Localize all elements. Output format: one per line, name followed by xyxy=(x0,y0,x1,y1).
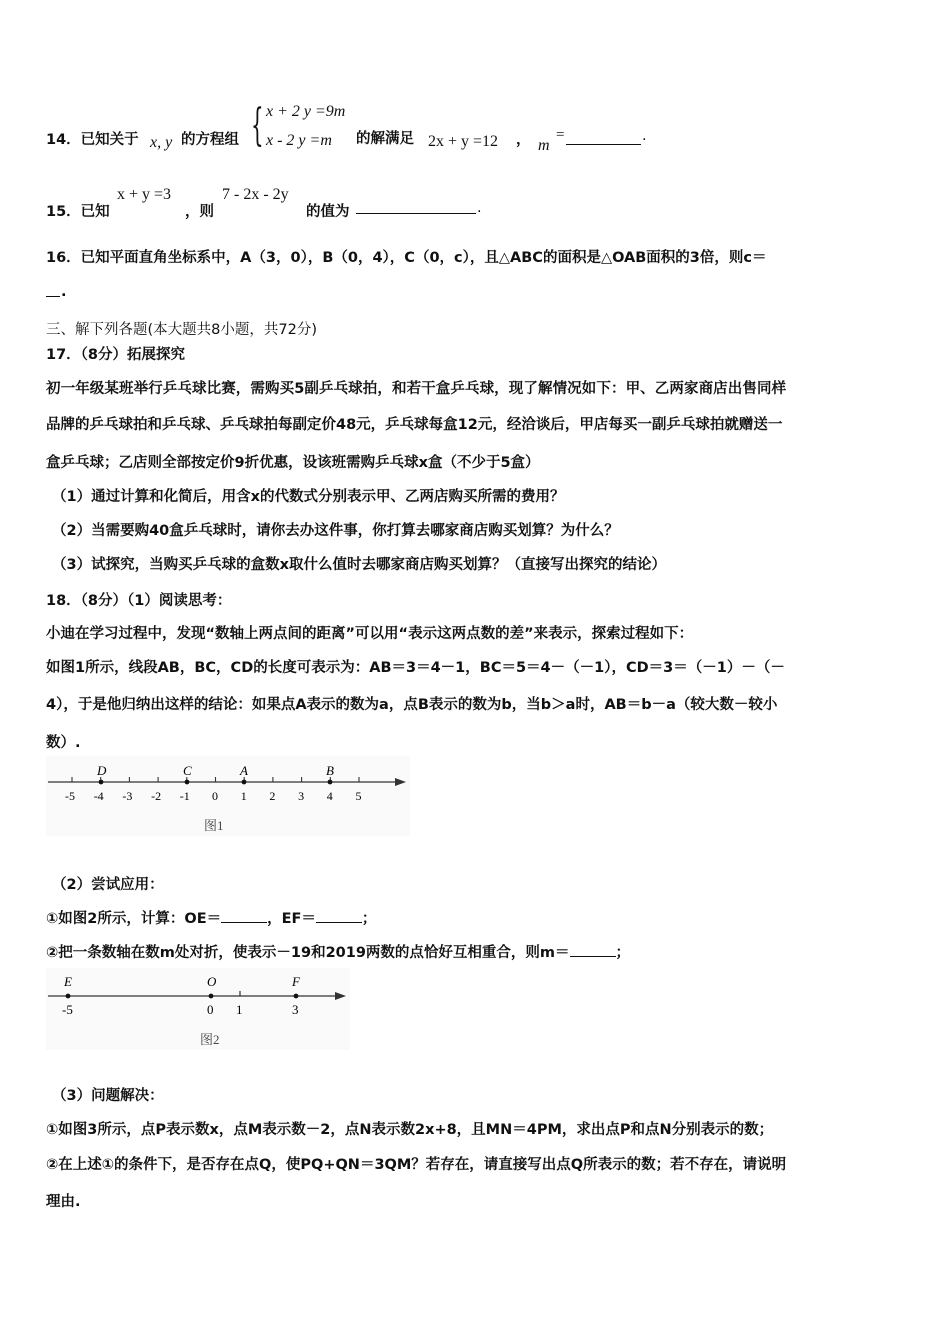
tick-label-1: 1 xyxy=(236,1002,243,1017)
label-f: F xyxy=(292,974,300,989)
figure-1 xyxy=(46,756,410,836)
q14-cond-text: 的解满足 xyxy=(356,131,414,147)
label-d: D xyxy=(97,763,107,778)
q18-d3: 理由. xyxy=(46,1194,81,1210)
m-answer-blank[interactable] xyxy=(570,942,616,957)
q14-cond-eq: 2x + y =12 xyxy=(428,133,499,150)
label-a: A xyxy=(240,763,248,778)
tick-label-3: 3 xyxy=(292,1002,299,1017)
point-f xyxy=(294,994,299,999)
q18-c2b: ； xyxy=(615,945,631,961)
q17-sub1: （1）通过计算和化简后，用含x的代数式分别表示甲、乙两店购买所需的费用？ xyxy=(52,489,565,505)
system-brace: { xyxy=(251,100,264,151)
tick-label: 5 xyxy=(355,789,362,803)
q15-line xyxy=(46,200,110,221)
tick-label-neg5: -5 xyxy=(62,1002,73,1017)
tick-label-0: 0 xyxy=(207,1002,214,1017)
tick-label: -2 xyxy=(151,789,162,803)
point-d xyxy=(99,780,104,785)
q15-end: . xyxy=(477,200,482,216)
q14-label: 14．已知关于 xyxy=(46,132,139,148)
point-e xyxy=(66,994,71,999)
q17-sub3: （3）试探究，当购买乒乓球的盒数x取什么值时去哪家商店购买划算？（直接写出探究的结论） xyxy=(52,557,666,573)
point-o xyxy=(209,994,214,999)
number-line-1 xyxy=(46,756,410,836)
q18-c2-line xyxy=(46,941,630,962)
q18-p1: 小迪在学习过程中，发现“数轴上两点间的距离”可以用“表示这两点数的差”来表示，探索过程如下： xyxy=(46,626,694,642)
tick-label: -3 xyxy=(122,789,133,803)
q18-part3-title: （3）问题解决： xyxy=(52,1088,164,1104)
figure-2 xyxy=(46,968,350,1050)
tick-label: -4 xyxy=(93,789,104,803)
q15-label: 15．已知 xyxy=(46,204,110,220)
tick-label: 1 xyxy=(240,789,247,803)
q14-end: . xyxy=(642,128,647,144)
ef-answer-blank[interactable] xyxy=(316,908,362,923)
tick-label: -5 xyxy=(65,789,75,803)
q18-d2: ②在上述①的条件下，是否存在点Q，使PQ+QN＝3QM？若存在，请直接写出点Q所表示的数；若不存在，请说明 xyxy=(46,1157,787,1173)
label-e: E xyxy=(64,974,72,989)
q14-eq1: x + 2 y =9m xyxy=(266,103,346,120)
q18-c1c: ； xyxy=(361,911,377,927)
q17-title: 17．（8分）拓展探究 xyxy=(46,347,186,363)
label-o: O xyxy=(207,974,217,989)
q17-p2: 品牌的乒乓球拍和乒乓球、乒乓球拍每副定价48元，乒乓球每盒12元，经洽谈后，甲店每买一副乒乓球拍就赠送一 xyxy=(46,417,783,433)
q16-answer-blank[interactable] xyxy=(46,282,60,297)
q18-p3: 4），于是他归纳出这样的结论：如果点A表示的数为a，点B表示的数为b，当b＞a时，AB＝b－a（较大数－较小 xyxy=(46,697,778,713)
q18-d1: ①如图3所示，点P表示数x，点M表示数－2，点N表示数2x+8，且MN＝4PM，求出点P和点N分别表示的数； xyxy=(46,1122,774,1138)
q18-p4: 数）. xyxy=(46,735,81,751)
oe-answer-blank[interactable] xyxy=(221,908,267,923)
point-b xyxy=(328,780,333,785)
q18-p2: 如图1所示，线段AB，BC，CD的长度可表示为：AB＝3＝4－1，BC＝5＝4－（－1），CD＝3＝（－1）－（－ xyxy=(46,660,785,676)
q18-part2-title: （2）尝试应用： xyxy=(52,877,164,893)
section-heading: 三、解下列各题(本大题共8小题，共72分) xyxy=(46,322,317,338)
q15-answer-blank[interactable] xyxy=(356,199,476,214)
tick-label: -1 xyxy=(179,789,190,803)
point-a xyxy=(242,780,247,785)
q18-c1-line xyxy=(46,907,376,928)
q17-p1: 初一年级某班举行乒乓球比赛，需购买5副乒乓球拍，和若干盒乒乓球，现了解情况如下：甲、乙两家商店出售同样 xyxy=(46,381,787,397)
q18-c2a: ②把一条数轴在数m处对折，使表示－19和2019两数的点恰好互相重合，则m＝ xyxy=(46,945,570,961)
number-line-2 xyxy=(46,968,350,1050)
q18-title: 18．（8分）（1）阅读思考： xyxy=(46,593,232,609)
q15-expr: 7 - 2x - 2y xyxy=(222,186,289,203)
q14-answer-blank[interactable] xyxy=(566,130,641,145)
q16-line2: . xyxy=(61,284,67,300)
q14-eq-sign: = xyxy=(556,127,565,143)
q15-eq: x + y =3 xyxy=(117,186,172,203)
q14-line xyxy=(46,128,139,149)
tick-label: 0 xyxy=(212,789,218,803)
q14-comma: ， xyxy=(516,132,531,148)
figure-1-caption: 图1 xyxy=(204,818,224,833)
label-c: C xyxy=(183,763,192,778)
q15-value-text: 的值为 xyxy=(306,204,350,220)
q14-vars: x, y xyxy=(150,134,173,151)
q14-m: m xyxy=(538,137,550,154)
figure-2-caption: 图2 xyxy=(200,1032,220,1047)
tick-label: 4 xyxy=(326,789,333,803)
tick-label: 2 xyxy=(269,789,276,803)
point-c xyxy=(185,780,190,785)
q17-sub2: （2）当需要购40盒乒乓球时，请你去办这件事，你打算去哪家商店购买划算？为什么？ xyxy=(52,523,619,539)
label-b: B xyxy=(326,763,334,778)
q18-c1a: ①如图2所示，计算：OE＝ xyxy=(46,911,222,927)
q17-p3: 盒乒乓球；乙店则全部按定价9折优惠，设该班需购乒乓球x盒（不少于5盒） xyxy=(46,455,540,471)
q14-eq2: x - 2 y =m xyxy=(266,132,332,149)
q18-c1b: ，EF＝ xyxy=(267,911,316,927)
q15-then: ，则 xyxy=(185,204,214,220)
q14-mid: 的方程组 xyxy=(181,132,239,148)
q16-line1: 16．已知平面直角坐标系中，A（3，0），B（0，4），C（0，c），且△ABC的面积是△OAB面积的3倍，则c＝ xyxy=(46,250,767,266)
tick-label: 3 xyxy=(298,789,305,803)
